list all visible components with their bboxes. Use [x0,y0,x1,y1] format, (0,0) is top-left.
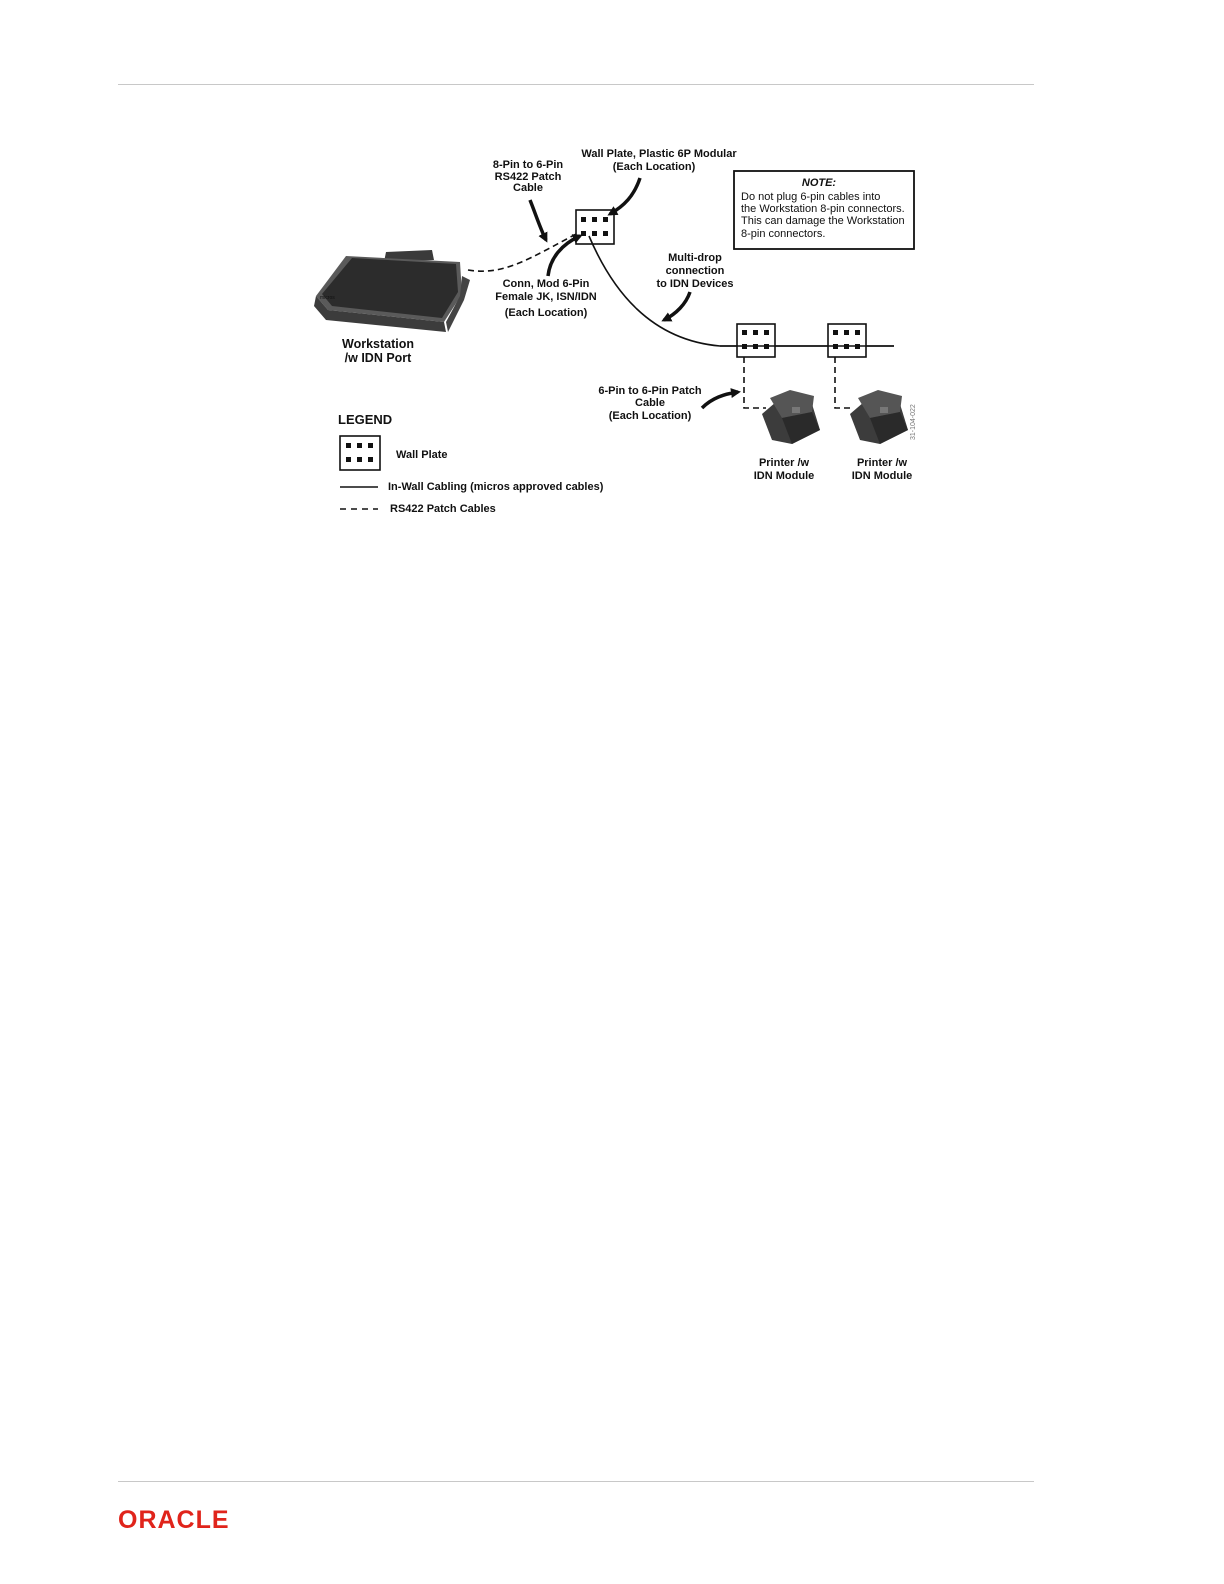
workstation-icon [314,250,470,332]
label-line: /w IDN Port [344,351,412,365]
legend-wall-plate-label: Wall Plate [396,449,448,461]
wall-plate-icon [737,324,775,357]
label-line: Printer /w [856,457,908,469]
callout-arrow [664,292,690,320]
label-workstation [342,337,414,365]
label-line: 8-Pin to 6-Pin [492,159,564,171]
legend-in-wall-label: In-Wall Cabling (micros approved cables) [388,481,604,493]
label-line: Multi-drop [668,252,722,264]
figure-id: 31-104-022 [910,404,917,440]
printer-icon [850,390,908,444]
label-connector [495,278,597,319]
callout-arrow [530,200,546,240]
label-printer-2 [852,457,913,482]
oracle-logo: ORACLE [118,1506,230,1534]
label-line: Printer /w [758,457,810,469]
label-line: IDN Module [753,470,815,482]
label-line: Cable [635,397,665,409]
wall-plate-icon [828,324,866,357]
printer-icon [762,390,820,444]
label-line: (Each Location) [504,307,588,319]
legend-title: LEGEND [338,412,393,427]
legend [338,412,604,515]
printer-patch-cable [744,357,766,408]
note-box [734,171,914,249]
label-printer-1 [754,457,815,482]
legend-wall-plate-icon [340,436,380,470]
label-line: connection [665,265,725,277]
label-line: Workstation [342,337,414,351]
label-line: RS422 Patch [494,171,562,183]
label-line: Cable [513,182,543,194]
workstation-badge: micros [320,295,335,301]
wall-plate-icon [576,210,614,244]
label-line: to IDN Devices [656,278,734,290]
label-patch-cable-6to6 [598,385,702,422]
label-line: Wall Plate, Plastic 6P Modular [581,148,737,160]
note-title: NOTE: [801,177,837,189]
label-line: Female JK, ISN/IDN [495,291,597,303]
printer-patch-cable [835,357,854,408]
label-line: IDN Module [851,470,913,482]
label-wall-plate [581,148,737,173]
note-line: 8-pin connectors. [741,228,826,240]
note-line: the Workstation 8-pin connectors. [741,203,905,215]
label-line: (Each Location) [608,410,692,422]
callout-arrow [702,392,738,408]
rs422-patch-cable [468,232,580,271]
label-patch-cable-8to6 [493,159,564,194]
legend-patch-label: RS422 Patch Cables [390,503,496,515]
note-line: This can damage the Workstation [741,215,905,227]
footer-rule [118,1481,1034,1482]
label-line: (Each Location) [612,161,696,173]
note-line: Do not plug 6-pin cables into [741,191,881,203]
label-multidrop [656,252,733,290]
label-line: 6-Pin to 6-Pin Patch [598,385,702,397]
label-line: Conn, Mod 6-Pin [502,278,590,290]
callout-arrow [610,178,640,214]
